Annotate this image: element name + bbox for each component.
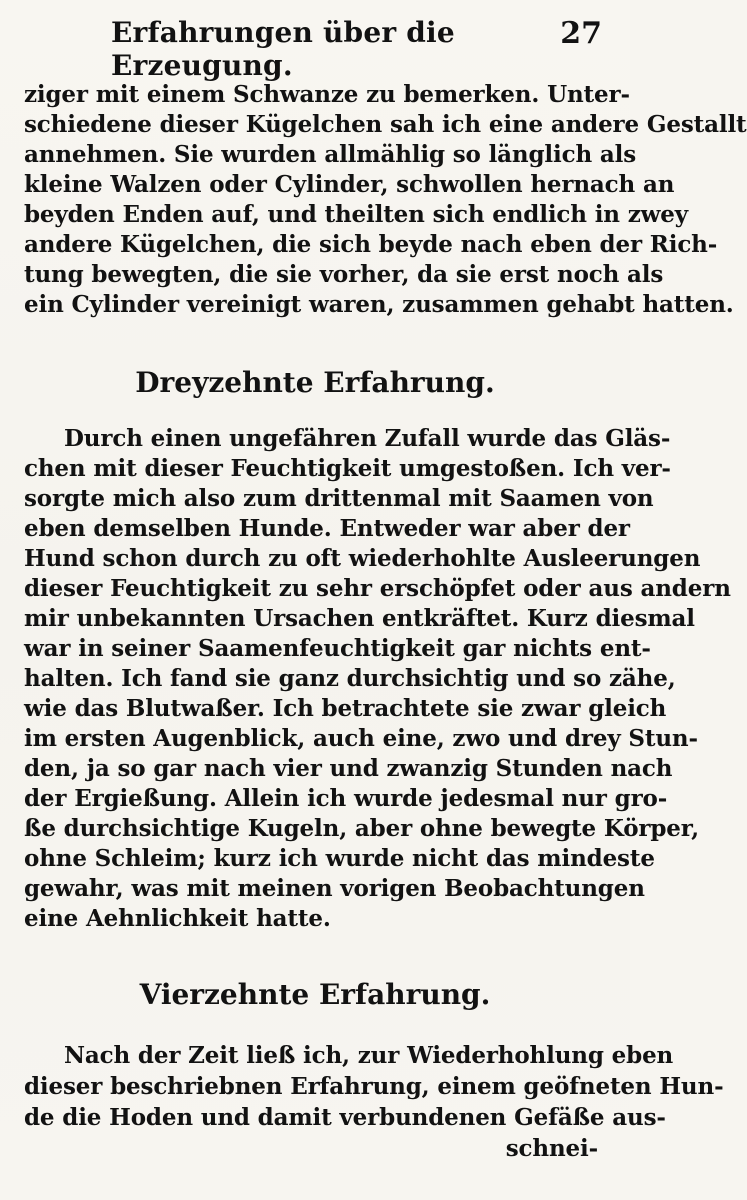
text-line: halten. Ich fand sie ganz durchsichtig und so zähe,	[24, 665, 676, 692]
text-line: im ersten Augenblick, auch eine, zwo und drey Stun-	[24, 725, 698, 752]
section-13-paragraph	[24, 424, 731, 934]
text-line: tung bewegten, die sie vorher, da sie erst noch als	[24, 261, 664, 288]
text-line: beyden Enden auf, und theilten sich endlich in zwey	[24, 201, 688, 228]
text-line: chen mit dieser Feuchtigkeit umgestoßen. Ich ver-	[24, 455, 671, 482]
text-line: dieser Feuchtigkeit zu sehr erschöpfet oder aus andern	[24, 575, 731, 602]
text-line: sorgte mich also zum drittenmal mit Saamen von	[24, 485, 654, 512]
catchword: schnei-	[505, 1135, 598, 1162]
text-line: gewahr, was mit meinen vorigen Beobachtungen	[24, 875, 645, 902]
page-number: 27	[560, 16, 602, 51]
text-line: ein Cylinder vereinigt waren, zusammen gehabt hatten.	[24, 291, 734, 318]
text-line: Nach der Zeit ließ ich, zur Wiederhohlung eben	[64, 1042, 674, 1069]
text-line: Durch einen ungefähren Zufall wurde das Gläs-	[64, 425, 671, 452]
running-header	[26, 10, 602, 82]
text-line: kleine Walzen oder Cylinder, schwollen hernach an	[24, 171, 675, 198]
continued-paragraph	[24, 80, 747, 320]
text-line: war in seiner Saamenfeuchtigkeit gar nichts ent-	[24, 635, 651, 662]
text-line: eine Aehnlichkeit hatte.	[24, 905, 331, 932]
text-line: der Ergießung. Allein ich wurde jedesmal nur gro-	[24, 785, 668, 812]
section-heading-13: Dreyzehnte Erfahrung.	[135, 366, 495, 399]
running-title: Erfahrungen über die Erzeugung.	[111, 16, 455, 82]
text-line: dieser beschriebnen Erfahrung, einem geöfneten Hun-	[24, 1073, 724, 1100]
section-14-paragraph	[24, 1040, 724, 1164]
text-line: de die Hoden und damit verbundenen Gefäße aus-	[24, 1104, 666, 1131]
section-heading-14: Vierzehnte Erfahrung.	[139, 978, 491, 1011]
text-line: annehmen. Sie wurden allmählig so länglich als	[24, 141, 637, 168]
text-line: andere Kügelchen, die sich beyde nach eben der Rich-	[24, 231, 718, 258]
text-line: den, ja so gar nach vier und zwanzig Stunden nach	[24, 755, 673, 782]
text-line: schiedene dieser Kügelchen sah ich eine andere Gestallt	[24, 111, 747, 138]
text-line: Hund schon durch zu oft wiederhohlte Ausleerungen	[24, 545, 701, 572]
text-line: ohne Schleim; kurz ich wurde nicht das mindeste	[24, 845, 655, 872]
text-line: mir unbekannten Ursachen entkräftet. Kurz diesmal	[24, 605, 695, 632]
text-line: eben demselben Hunde. Entweder war aber der	[24, 515, 630, 542]
text-line: wie das Blutwaßer. Ich betrachtete sie zwar gleich	[24, 695, 667, 722]
text-line: ße durchsichtige Kugeln, aber ohne bewegte Körper,	[24, 815, 699, 842]
text-line: ziger mit einem Schwanze zu bemerken. Unter-	[24, 81, 630, 108]
